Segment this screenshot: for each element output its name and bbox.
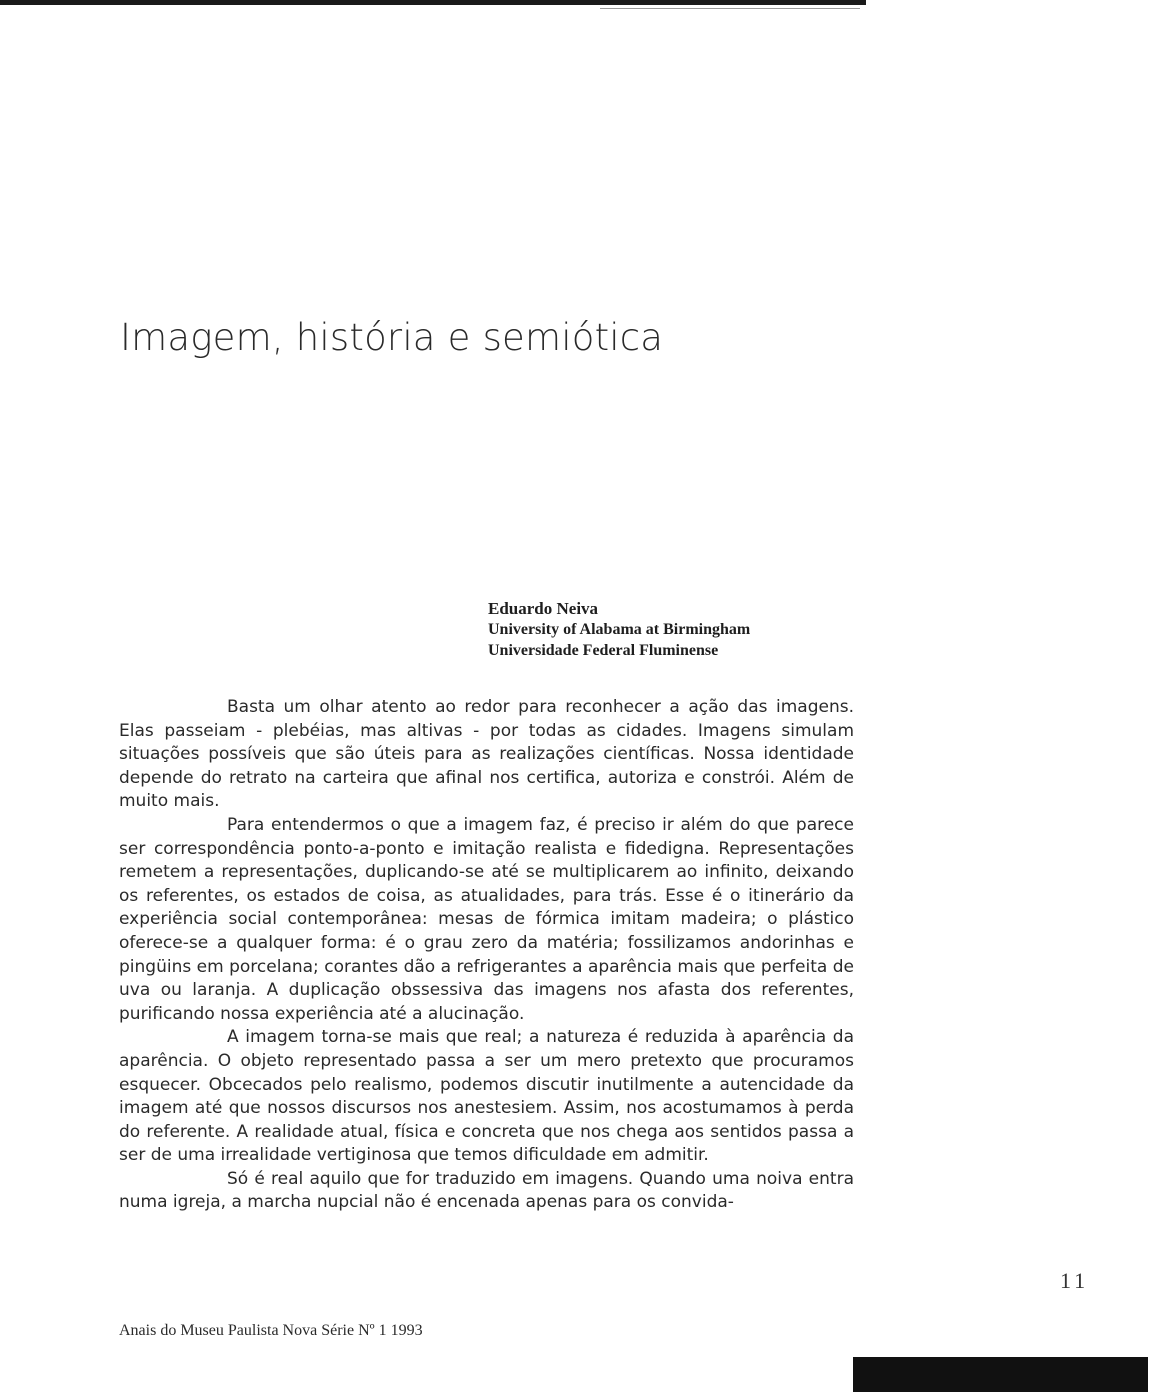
body-paragraph-1: Basta um olhar atento ao redor para reconhecer a ação das imagens. Elas passeiam - plebéias, mas altivas - por todas as cidades. Imagens simulam situações possíveis que são úteis para as realizações científicas. Nossa identidade depende do retrato na carteira que afinal nos certifica, autoriza e constrói. Além de muito mais. bbox=[119, 697, 854, 812]
article-body bbox=[119, 696, 854, 1215]
top-rule-thin bbox=[600, 8, 860, 9]
page-number: 11 bbox=[1060, 1268, 1090, 1293]
body-paragraph-3: A imagem torna-se mais que real; a natureza é reduzida à aparência da aparência. O objeto representado passa a ser um mero pretexto que procuramos esquecer. Obcecados pelo realismo, podemos discutir inutilmente a autencidade da imagem até que nossos discursos nos anestesiem. Assim, nos acostumamos à perda do referente. A realidade atual, física e concreta que nos chega aos sentidos passa a ser de uma irrealidade vertiginosa que temos dificuldade em admitir. bbox=[119, 1027, 854, 1166]
corner-scan-mark bbox=[853, 1357, 1148, 1392]
body-paragraph-4: Só é real aquilo que for traduzido em imagens. Quando uma noiva entra numa igreja, a marcha nupcial não é encenada apenas para os convida- bbox=[119, 1168, 854, 1213]
journal-footer: Anais do Museu Paulista Nova Série Nº 1 1993 bbox=[119, 1322, 423, 1339]
author-block bbox=[488, 598, 750, 661]
author-affiliation-2: Universidade Federal Fluminense bbox=[488, 642, 719, 659]
top-rule bbox=[0, 0, 866, 5]
body-paragraph-2: Para entendermos o que a imagem faz, é preciso ir além do que parece ser correspondência ponto-a-ponto e imitação realista e fidedigna. Representações remetem a representações, duplicando-se até se multiplicarem ao infinito, deixando os referentes, os estados de coisa, as atualidades, para trás. Esse é o itinerário da experiência social contemporânea: mesas de fórmica imitam madeira; o plástico oferece-se a qualquer forma: é o grau zero da matéria; fossilizamos andorinhas e pingüins em porcelana; corantes dão a refrigerantes a aparência mais que perfeita de uva ou laranja. A duplicação obssessiva das imagens nos afasta dos referentes, purificando nossa experiência até a alucinação. bbox=[119, 814, 854, 1024]
author-name: Eduardo Neiva bbox=[488, 599, 599, 618]
article-title: Imagem, história e semiótica bbox=[120, 316, 664, 359]
author-affiliation-1: University of Alabama at Birmingham bbox=[488, 621, 751, 638]
